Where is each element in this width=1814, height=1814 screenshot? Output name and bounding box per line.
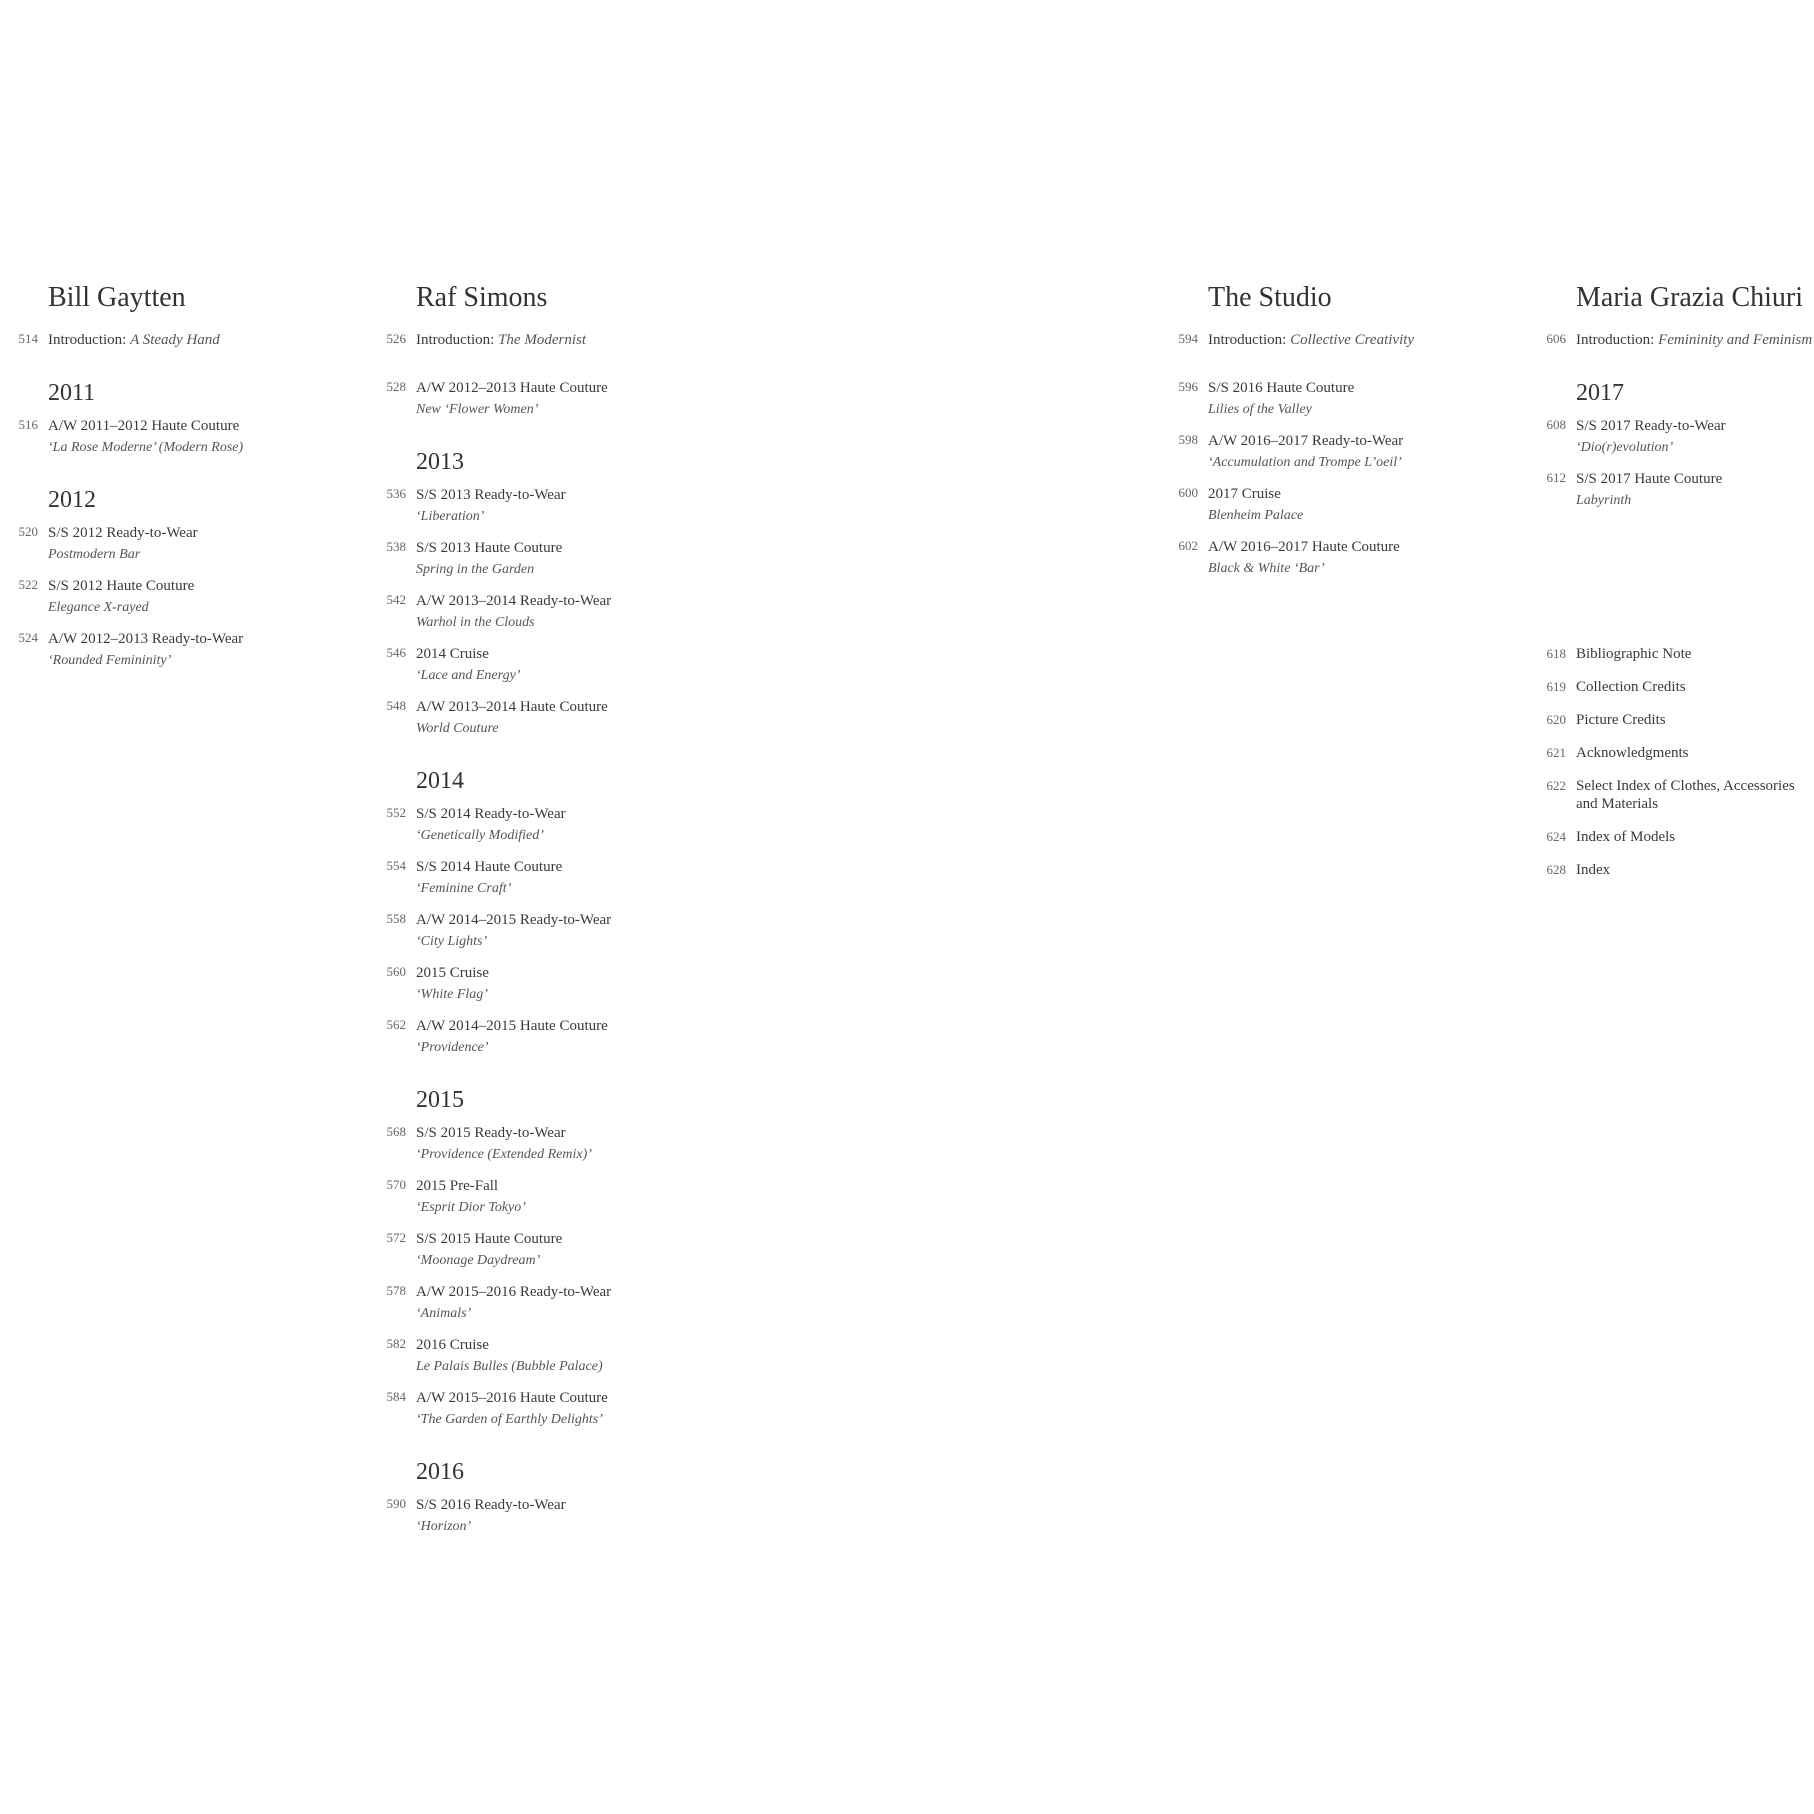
collection-name: 2017 Cruise xyxy=(1208,486,1281,502)
collection-name: S/S 2017 Haute Couture xyxy=(1576,471,1723,487)
toc-entry[interactable] xyxy=(386,378,776,420)
year-heading: 2013 xyxy=(416,449,464,475)
collection-subtitle: Blenheim Palace xyxy=(1208,508,1304,523)
collection-name: S/S 2015 Haute Couture xyxy=(416,1231,563,1247)
entry-title xyxy=(1208,330,1548,351)
page-number: 560 xyxy=(386,964,406,979)
collection-name: A/W 2011–2012 Haute Couture xyxy=(48,418,240,434)
toc-entry[interactable] xyxy=(18,416,368,458)
collection-name: S/S 2014 Haute Couture xyxy=(416,859,563,875)
section-title: Bill Gaytten xyxy=(48,282,186,313)
page-number: 612 xyxy=(1546,470,1566,485)
collection-name: S/S 2014 Ready-to-Wear xyxy=(416,806,566,822)
collection-name: A/W 2014–2015 Haute Couture xyxy=(416,1018,608,1034)
collection-subtitle: Postmodern Bar xyxy=(48,547,141,562)
page-number: 558 xyxy=(386,911,406,926)
spacer xyxy=(1576,362,1812,378)
intro-subtitle: A Steady Hand xyxy=(130,332,220,348)
column-the-studio xyxy=(1178,280,1548,590)
year-heading: 2015 xyxy=(416,1087,464,1113)
year-heading: 2014 xyxy=(416,768,464,794)
backmatter-label: Acknowledgments xyxy=(1576,745,1689,761)
collection-subtitle: ‘The Garden of Earthly Delights’ xyxy=(416,1412,603,1427)
toc-entry[interactable] xyxy=(18,523,368,565)
page-number: 552 xyxy=(386,805,406,820)
column-maria-grazia-chiuri xyxy=(1546,280,1813,522)
spacer xyxy=(416,1441,776,1457)
backmatter-label: Collection Credits xyxy=(1576,679,1686,695)
year-heading: 2012 xyxy=(48,487,96,513)
spacer xyxy=(48,469,368,485)
toc-entry-introduction[interactable] xyxy=(1178,330,1548,351)
toc-entry[interactable] xyxy=(386,804,776,846)
intro-subtitle: Collective Creativity xyxy=(1290,332,1415,348)
page-number: 584 xyxy=(386,1389,406,1404)
section-title: Maria Grazia Chiuri xyxy=(1576,282,1804,313)
toc-entry-introduction[interactable] xyxy=(18,330,368,351)
collection-subtitle: ‘Lace and Energy’ xyxy=(416,668,521,683)
toc-entry[interactable] xyxy=(386,963,776,1005)
toc-entry[interactable] xyxy=(1546,416,1812,458)
collection-name: 2014 Cruise xyxy=(416,646,489,662)
page-number: 554 xyxy=(386,858,406,873)
toc-entry[interactable] xyxy=(386,1229,776,1271)
collection-name: S/S 2012 Haute Couture xyxy=(48,578,195,594)
collection-subtitle: ‘Animals’ xyxy=(416,1306,472,1321)
toc-entry[interactable] xyxy=(386,1123,776,1165)
column-bill-gaytten xyxy=(18,280,368,682)
toc-entry[interactable] xyxy=(1178,484,1548,526)
collection-name: S/S 2017 Ready-to-Wear xyxy=(1576,418,1726,434)
page-number: 590 xyxy=(386,1496,406,1511)
collection-name: A/W 2013–2014 Haute Couture xyxy=(416,699,608,715)
spacer xyxy=(48,362,368,378)
section-title: Raf Simons xyxy=(416,282,548,313)
page-number: 542 xyxy=(386,592,406,607)
toc-entry[interactable] xyxy=(386,1282,776,1324)
collection-name: A/W 2015–2016 Haute Couture xyxy=(416,1390,608,1406)
page-number: 582 xyxy=(386,1336,406,1351)
column-raf-simons xyxy=(386,280,776,1548)
page-number: 598 xyxy=(1178,432,1198,447)
intro-subtitle: Femininity and Feminism xyxy=(1658,332,1813,348)
toc-entry[interactable] xyxy=(386,857,776,899)
toc-entry[interactable] xyxy=(1178,378,1548,420)
collection-subtitle: ‘Moonage Daydream’ xyxy=(416,1253,541,1268)
toc-entry[interactable] xyxy=(1546,469,1812,511)
page-number: 538 xyxy=(386,539,406,554)
page-number: 522 xyxy=(18,577,38,592)
page-number: 524 xyxy=(18,630,38,645)
backmatter-label: Index of Models xyxy=(1576,829,1676,845)
collection-subtitle: Lilies of the Valley xyxy=(1208,402,1312,417)
page-number: 536 xyxy=(386,486,406,501)
section-title: The Studio xyxy=(1208,282,1332,313)
collection-name: S/S 2013 Haute Couture xyxy=(416,540,563,556)
backmatter-entry[interactable] xyxy=(1546,828,1812,846)
toc-entry[interactable] xyxy=(386,644,776,686)
backmatter-label: Select Index of Clothes, Accessories and Materials xyxy=(1576,778,1795,812)
backmatter-entry[interactable] xyxy=(1546,711,1812,729)
toc-entry[interactable] xyxy=(18,629,368,671)
toc-entry-introduction[interactable] xyxy=(1546,330,1813,351)
toc-entry[interactable] xyxy=(386,697,776,739)
collection-name: A/W 2012–2013 Haute Couture xyxy=(416,380,608,396)
toc-entry[interactable] xyxy=(386,910,776,952)
backmatter-list xyxy=(1546,645,1812,894)
page-number: 578 xyxy=(386,1283,406,1298)
page-number: 568 xyxy=(386,1124,406,1139)
toc-entry[interactable] xyxy=(1178,431,1548,473)
page-number: 562 xyxy=(386,1017,406,1032)
collection-subtitle: ‘Rounded Femininity’ xyxy=(48,653,172,668)
collection-name: A/W 2015–2016 Ready-to-Wear xyxy=(416,1284,612,1300)
collection-name: A/W 2016–2017 Ready-to-Wear xyxy=(1208,433,1404,449)
page-number: 594 xyxy=(1178,331,1198,346)
toc-entry-introduction[interactable] xyxy=(386,330,776,351)
collection-name: S/S 2015 Ready-to-Wear xyxy=(416,1125,566,1141)
collection-subtitle: ‘Feminine Craft’ xyxy=(416,881,512,896)
collection-subtitle: New ‘Flower Women’ xyxy=(416,402,539,417)
page-number: 606 xyxy=(1546,331,1566,346)
collection-name: A/W 2014–2015 Ready-to-Wear xyxy=(416,912,612,928)
toc-entry[interactable] xyxy=(386,1388,776,1430)
backmatter-entry[interactable] xyxy=(1546,777,1812,813)
collection-name: S/S 2012 Ready-to-Wear xyxy=(48,525,198,541)
toc-entry[interactable] xyxy=(386,485,776,527)
spacer xyxy=(416,750,776,766)
collection-name: 2015 Pre-Fall xyxy=(416,1178,499,1194)
page-number: 596 xyxy=(1178,379,1198,394)
toc-entry[interactable] xyxy=(386,538,776,580)
page-number: 621 xyxy=(1546,745,1566,760)
collection-name: S/S 2016 Haute Couture xyxy=(1208,380,1355,396)
entry-title xyxy=(48,330,368,351)
collection-subtitle: ‘Providence (Extended Remix)’ xyxy=(416,1147,592,1162)
toc-entry[interactable] xyxy=(386,591,776,633)
collection-subtitle: ‘White Flag’ xyxy=(416,987,488,1002)
page-number: 548 xyxy=(386,698,406,713)
backmatter-entry[interactable] xyxy=(1546,678,1812,696)
page-number: 520 xyxy=(18,524,38,539)
spacer xyxy=(416,431,776,447)
collection-name: 2015 Cruise xyxy=(416,965,489,981)
page-number: 572 xyxy=(386,1230,406,1245)
entry-title xyxy=(1576,330,1812,351)
page-number: 620 xyxy=(1546,712,1566,727)
intro-label: Introduction: xyxy=(1576,332,1655,348)
backmatter-entry[interactable] xyxy=(1546,861,1812,879)
collection-name: A/W 2013–2014 Ready-to-Wear xyxy=(416,593,612,609)
toc-entry[interactable] xyxy=(18,576,368,618)
collection-name: A/W 2012–2013 Ready-to-Wear xyxy=(48,631,244,647)
collection-subtitle: Le Palais Bulles (Bubble Palace) xyxy=(416,1359,603,1374)
toc-entry[interactable] xyxy=(1178,537,1548,579)
collection-subtitle: ‘Esprit Dior Tokyo’ xyxy=(416,1200,526,1215)
collection-subtitle: ‘City Lights’ xyxy=(416,934,488,949)
page-number: 528 xyxy=(386,379,406,394)
page-number: 628 xyxy=(1546,862,1566,877)
spacer xyxy=(416,1069,776,1085)
collection-subtitle: ‘Accumulation and Trompe L’oeil’ xyxy=(1208,455,1402,470)
page-number: 619 xyxy=(1546,679,1566,694)
collection-subtitle: Black & White ‘Bar’ xyxy=(1208,561,1325,576)
page-number: 570 xyxy=(386,1177,406,1192)
year-heading: 2017 xyxy=(1576,380,1624,406)
page-number: 526 xyxy=(386,331,406,346)
backmatter-label: Index xyxy=(1576,862,1611,878)
intro-label: Introduction: xyxy=(48,332,127,348)
backmatter-entry[interactable] xyxy=(1546,744,1812,762)
page-number: 622 xyxy=(1546,778,1566,793)
collection-subtitle: Warhol in the Clouds xyxy=(416,615,535,630)
page-number: 516 xyxy=(18,417,38,432)
collection-subtitle: Labyrinth xyxy=(1576,493,1632,508)
entry-title xyxy=(416,330,776,351)
spacer xyxy=(416,362,776,378)
intro-label: Introduction: xyxy=(1208,332,1287,348)
collection-name: 2016 Cruise xyxy=(416,1337,489,1353)
page-number: 602 xyxy=(1178,538,1198,553)
page-number: 618 xyxy=(1546,646,1566,661)
toc-entry[interactable] xyxy=(386,1176,776,1218)
page-number: 546 xyxy=(386,645,406,660)
collection-subtitle: Spring in the Garden xyxy=(416,562,535,577)
year-heading: 2011 xyxy=(48,380,96,406)
intro-subtitle: The Modernist xyxy=(498,332,586,348)
page-number: 624 xyxy=(1546,829,1566,844)
page-number: 514 xyxy=(18,331,38,346)
toc-entry[interactable] xyxy=(386,1335,776,1377)
collection-subtitle: ‘Dio(r)evolution’ xyxy=(1576,440,1674,455)
page-number: 608 xyxy=(1546,417,1566,432)
backmatter-label: Picture Credits xyxy=(1576,712,1666,728)
collection-subtitle: ‘La Rose Moderne’ (Modern Rose) xyxy=(48,440,244,455)
intro-label: Introduction: xyxy=(416,332,495,348)
collection-name: A/W 2016–2017 Haute Couture xyxy=(1208,539,1400,555)
collection-subtitle: ‘Liberation’ xyxy=(416,509,485,524)
collection-subtitle: ‘Horizon’ xyxy=(416,1519,472,1534)
collection-subtitle: ‘Genetically Modified’ xyxy=(416,828,544,843)
collection-name: S/S 2013 Ready-to-Wear xyxy=(416,487,566,503)
year-heading: 2016 xyxy=(416,1459,464,1485)
backmatter-entry[interactable] xyxy=(1546,645,1812,663)
collection-subtitle: World Couture xyxy=(416,721,499,736)
collection-subtitle: ‘Providence’ xyxy=(416,1040,489,1055)
page-number: 600 xyxy=(1178,485,1198,500)
spacer xyxy=(1208,362,1548,378)
backmatter-label: Bibliographic Note xyxy=(1576,646,1692,662)
toc-entry[interactable] xyxy=(386,1495,776,1537)
toc-entry[interactable] xyxy=(386,1016,776,1058)
collection-subtitle: Elegance X-rayed xyxy=(48,600,149,615)
collection-name: S/S 2016 Ready-to-Wear xyxy=(416,1497,566,1513)
